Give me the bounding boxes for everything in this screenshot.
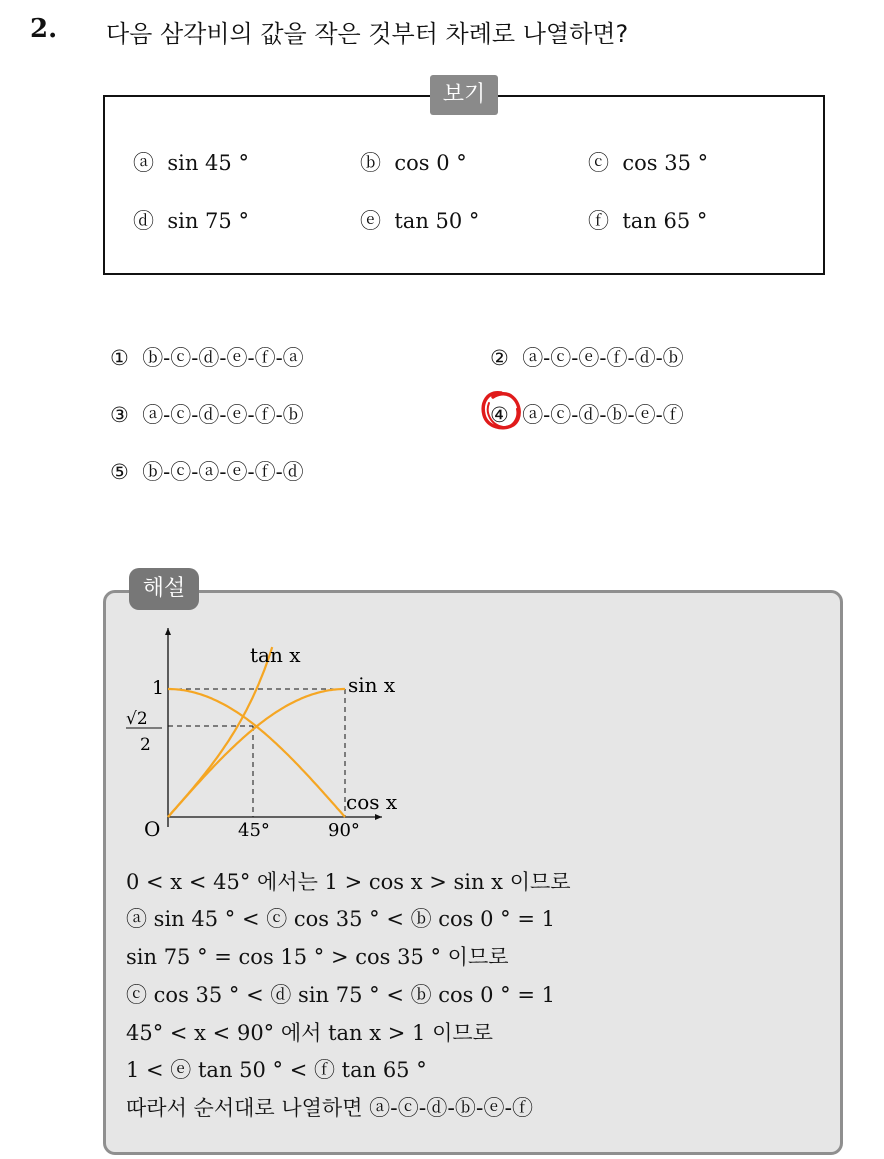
choice-number: ⑤ [110, 460, 129, 484]
choice-1[interactable] [110, 342, 304, 372]
question-text: 다음 삼각비의 값을 작은 것부터 차례로 나열하면? [106, 20, 629, 48]
sqrt2-num-label: √2 [126, 709, 148, 729]
bogi-expr: tan 50 ° [394, 209, 480, 233]
bogi-mark: ⓑ [360, 151, 381, 175]
explanation-line-5: 45° < x < 90° 에서 tan x > 1 이므로 [126, 1021, 493, 1045]
choice-seq: ⓐ-ⓒ-ⓓ-ⓑ-ⓔ-ⓕ [522, 403, 684, 427]
choice-5[interactable] [110, 456, 304, 486]
tan-label: tan x [250, 643, 301, 667]
choice-3[interactable] [110, 399, 304, 429]
explanation-line-6: 1 < ⓔ tan 50 ° < ⓕ tan 65 ° [126, 1058, 427, 1082]
bogi-item-f [588, 205, 707, 235]
bogi-label: 보기 [430, 75, 498, 115]
answer-circle-mark [475, 385, 527, 437]
choice-number: ④ [490, 403, 509, 427]
sin-label: sin x [348, 673, 396, 697]
bogi-mark: ⓔ [360, 209, 381, 233]
bogi-mark: ⓐ [133, 151, 154, 175]
origin-label: O [144, 817, 161, 841]
choice-number: ③ [110, 403, 129, 427]
choice-seq: ⓐ-ⓒ-ⓓ-ⓔ-ⓕ-ⓑ [142, 403, 304, 427]
explanation-line-1: 0 < x < 45° 에서는 1 > cos x > sin x 이므로 [126, 870, 571, 894]
explanation-label: 해설 [129, 568, 199, 610]
explanation-line-4: ⓒ cos 35 ° < ⓓ sin 75 ° < ⓑ cos 0 ° = 1 [126, 983, 555, 1007]
choice-seq: ⓐ-ⓒ-ⓔ-ⓕ-ⓓ-ⓑ [522, 346, 684, 370]
y1-label: 1 [152, 677, 165, 699]
sin-curve [168, 689, 345, 817]
bogi-item-a [133, 147, 249, 177]
bogi-expr: cos 0 ° [394, 151, 467, 175]
choice-number: ① [110, 346, 129, 370]
bogi-expr: sin 45 ° [167, 151, 249, 175]
bogi-item-d [133, 205, 249, 235]
bogi-item-c [588, 147, 708, 177]
cos-label: cos x [346, 790, 398, 814]
explanation-line-7: 따라서 순서대로 나열하면 ⓐ-ⓒ-ⓓ-ⓑ-ⓔ-ⓕ [126, 1096, 534, 1120]
bogi-box [103, 95, 825, 275]
question-number: 2. [30, 14, 58, 44]
bogi-item-b [360, 147, 467, 177]
explanation-line-3: sin 75 ° = cos 15 ° > cos 35 ° 이므로 [126, 945, 509, 969]
bogi-mark: ⓕ [588, 209, 609, 233]
sqrt2-den-label: 2 [140, 735, 151, 755]
choice-number: ② [490, 346, 509, 370]
x-axis-arrow [375, 814, 382, 820]
explanation-line-2: ⓐ sin 45 ° < ⓒ cos 35 ° < ⓑ cos 0 ° = 1 [126, 907, 555, 931]
bogi-expr: sin 75 ° [167, 209, 249, 233]
trig-graph [120, 622, 420, 842]
bogi-expr: tan 65 ° [622, 209, 708, 233]
cos-curve [168, 689, 345, 817]
choice-2[interactable] [490, 342, 684, 372]
y-axis-arrow [165, 628, 171, 635]
x90-label: 90° [328, 820, 360, 841]
bogi-item-e [360, 205, 479, 235]
bogi-expr: cos 35 ° [622, 151, 709, 175]
x45-label: 45° [238, 820, 270, 841]
choice-seq: ⓑ-ⓒ-ⓐ-ⓔ-ⓕ-ⓓ [142, 460, 304, 484]
bogi-mark: ⓓ [133, 209, 154, 233]
tan-curve [168, 647, 272, 817]
bogi-mark: ⓒ [588, 151, 609, 175]
choice-seq: ⓑ-ⓒ-ⓓ-ⓔ-ⓕ-ⓐ [142, 346, 304, 370]
